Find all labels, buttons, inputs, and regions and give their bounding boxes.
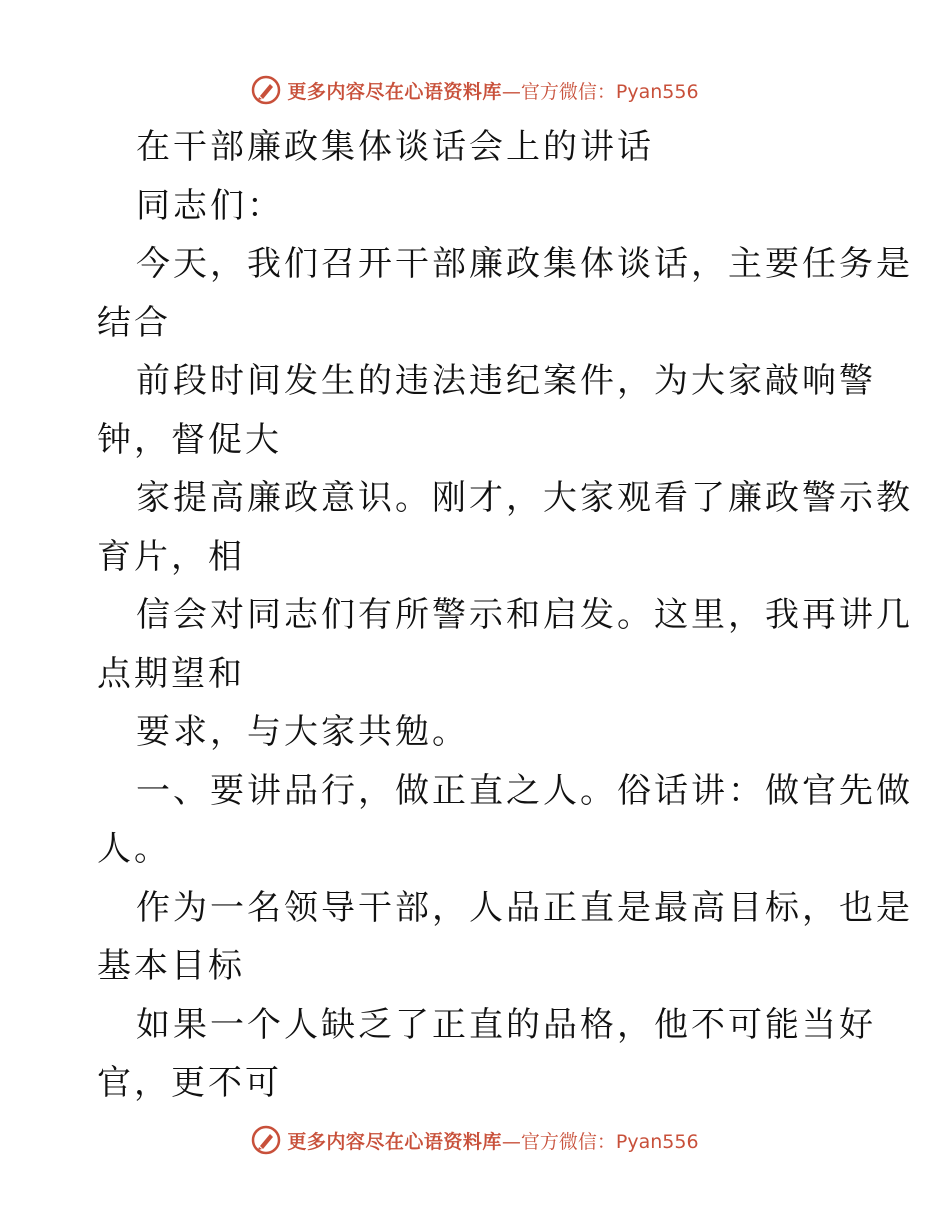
paragraph-line: 要求，与大家共勉。	[136, 712, 469, 752]
paragraph-line: 作为一名领导干部，人品正直是最高目标，也是	[136, 887, 913, 928]
banner-wechat: —官方微信：Pyan556	[501, 80, 699, 103]
banner-wechat: —官方微信：Pyan556	[501, 1130, 699, 1153]
document-title: 在干部廉政集体谈话会上的讲话	[136, 127, 654, 167]
paragraph-line: 信会对同志们有所警示和启发。这里，我再讲几	[136, 595, 913, 635]
pen-seal-icon	[251, 1125, 281, 1155]
paragraph-line: 结合	[97, 302, 171, 343]
paragraph-line: 前段时间发生的违法违纪案件，为大家敲响警	[136, 361, 876, 401]
banner-title: 更多内容尽在心语资料库	[287, 80, 502, 103]
banner-title: 更多内容尽在心语资料库	[287, 1130, 502, 1153]
paragraph-line: 育片，相	[97, 536, 245, 577]
pen-seal-icon	[251, 75, 281, 105]
paragraph-line: 如果一个人缺乏了正直的品格，他不可能当好	[136, 1004, 876, 1045]
paragraph-line: 今天，我们召开干部廉政集体谈话，主要任务是	[136, 244, 913, 284]
paragraph-line: 人。	[97, 829, 171, 869]
paragraph-line: 钟，督促大	[97, 419, 282, 460]
paragraph-line: 官，更不可	[97, 1063, 282, 1103]
paragraph-line: 家提高廉政意识。刚才，大家观看了廉政警示教	[136, 478, 913, 518]
salutation: 同志们：	[136, 185, 284, 226]
header-banner	[0, 70, 950, 110]
document-body	[97, 118, 913, 1113]
paragraph-line: 点期望和	[97, 653, 245, 694]
footer-banner	[0, 1120, 950, 1160]
section-heading-line: 一、要讲品行，做正直之人。俗话讲：做官先做	[136, 770, 913, 811]
paragraph-line: 基本目标	[97, 946, 245, 986]
